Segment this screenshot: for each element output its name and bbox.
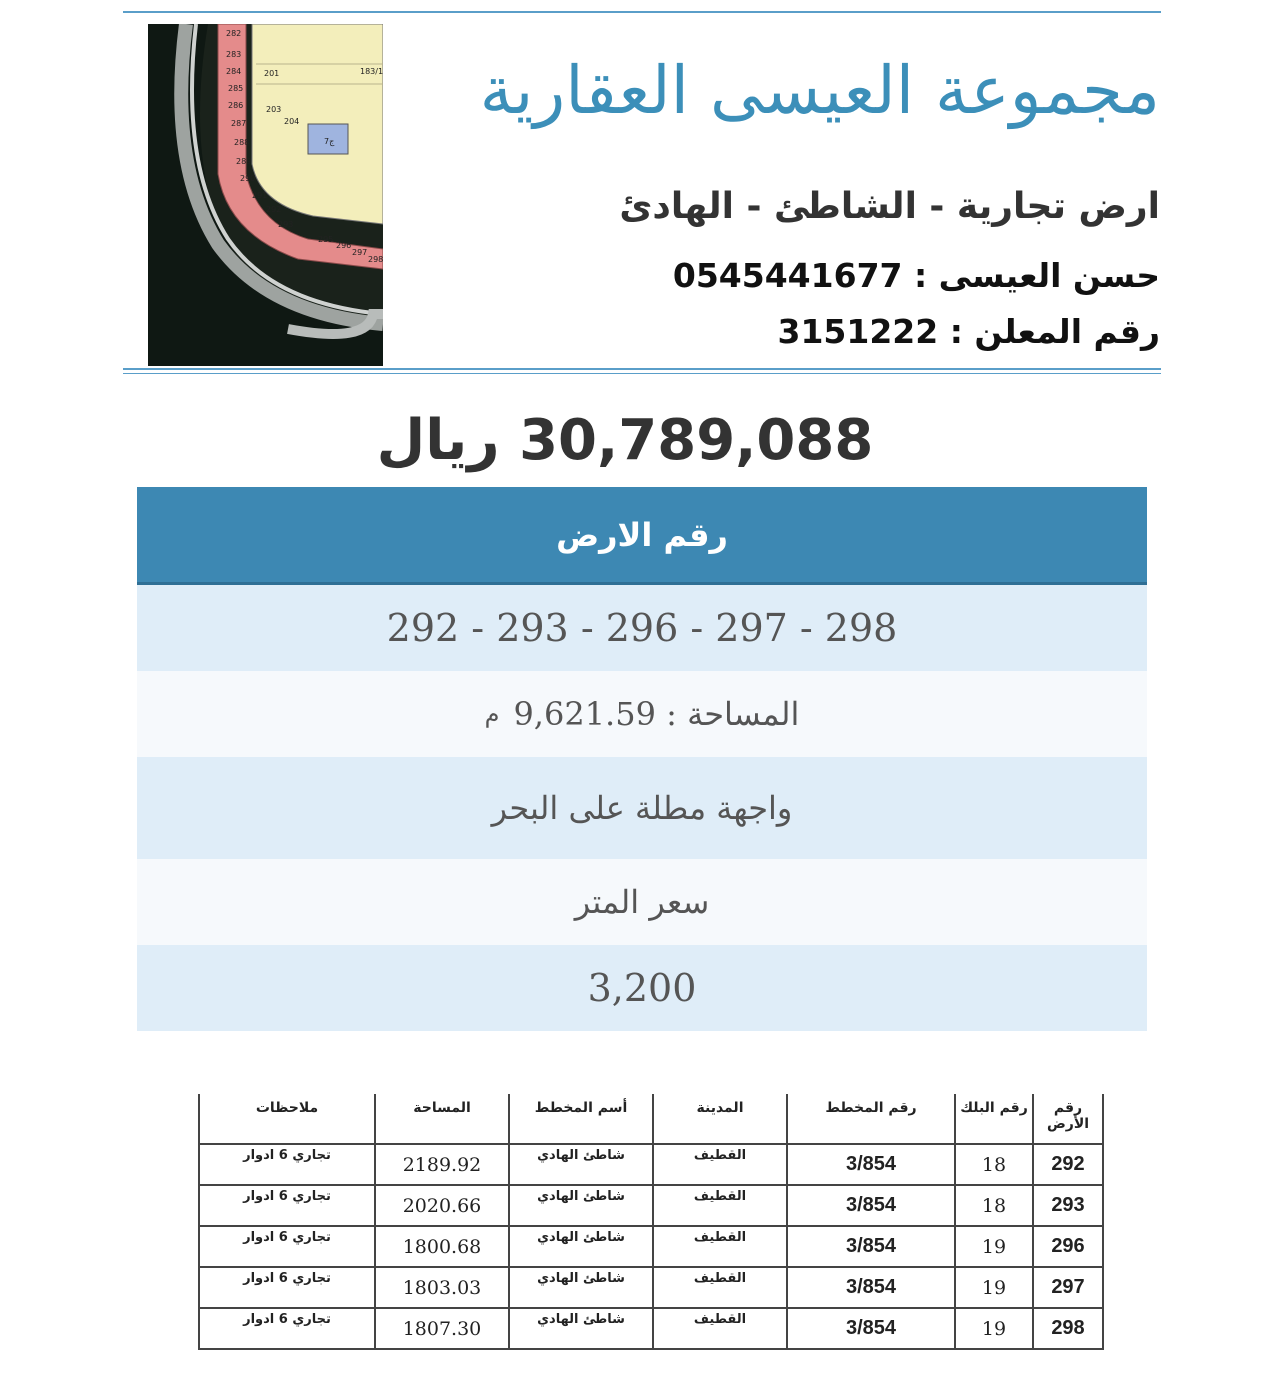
cell-lot: 298 [1033, 1308, 1103, 1349]
table-row [199, 1144, 1103, 1185]
frontage-note: واجهة مطلة على البحر [137, 757, 1147, 859]
svg-text:291: 291 [252, 191, 268, 200]
svg-text:204: 204 [284, 117, 300, 126]
svg-text:282: 282 [226, 29, 242, 38]
header-divider-thin [123, 373, 1161, 374]
cell-plan: 3/854 [787, 1144, 955, 1185]
cell-plan-name: شاطئ الهادي [509, 1185, 653, 1226]
top-divider [123, 11, 1161, 13]
header-divider [123, 368, 1161, 370]
svg-text:298: 298 [368, 255, 383, 264]
cell-plan: 3/854 [787, 1226, 955, 1267]
svg-text:287: 287 [231, 119, 247, 128]
cell-city: القطيف [653, 1308, 787, 1349]
col-lot: رقم الأرض [1033, 1094, 1103, 1144]
price-per-meter-value: 3,200 [137, 945, 1147, 1031]
cell-plan: 3/854 [787, 1185, 955, 1226]
cell-plan: 3/854 [787, 1308, 955, 1349]
svg-text:203: 203 [266, 105, 282, 114]
svg-text:7ج: 7ج [324, 137, 335, 146]
cell-lot: 293 [1033, 1185, 1103, 1226]
cell-city: القطيف [653, 1267, 787, 1308]
cell-city: القطيف [653, 1226, 787, 1267]
lots-table [198, 1094, 1104, 1350]
svg-text:283: 283 [226, 50, 242, 59]
cell-city: القطيف [653, 1144, 787, 1185]
area-row [137, 671, 1147, 757]
svg-text:292: 292 [266, 205, 282, 214]
listing-subtitle: ارض تجارية - الشاطئ - الهادئ [619, 186, 1160, 227]
svg-text:290: 290 [240, 174, 256, 183]
cell-block: 18 [955, 1185, 1033, 1226]
total-price: 30,789,088 ريال [376, 408, 874, 473]
cell-area: 2189.92 [375, 1144, 509, 1185]
cell-city: القطيف [653, 1185, 787, 1226]
info-table [137, 487, 1147, 1031]
lots-table-header [199, 1094, 1103, 1144]
col-notes: ملاحظات [199, 1094, 375, 1144]
cell-area: 1800.68 [375, 1226, 509, 1267]
cell-area: 1807.30 [375, 1308, 509, 1349]
area-unit: م [484, 700, 500, 728]
cell-notes: تجاري 6 ادوار [199, 1308, 375, 1349]
cell-block: 19 [955, 1226, 1033, 1267]
cell-area: 2020.66 [375, 1185, 509, 1226]
svg-text:286: 286 [228, 101, 244, 110]
svg-text:293: 293 [278, 220, 294, 229]
svg-text:201: 201 [264, 69, 280, 78]
lot-numbers: 298 - 297 - 296 - 293 - 292 [137, 585, 1147, 671]
contact-phone[interactable]: حسن العيسى : 0545441677 [672, 256, 1160, 295]
cell-block: 18 [955, 1144, 1033, 1185]
cell-plan-name: شاطئ الهادي [509, 1267, 653, 1308]
plot-map-svg [148, 24, 383, 366]
cell-plan-name: شاطئ الهادي [509, 1226, 653, 1267]
table-row [199, 1267, 1103, 1308]
cell-plan-name: شاطئ الهادي [509, 1308, 653, 1349]
col-plan-name: أسم المخطط [509, 1094, 653, 1144]
table-row [199, 1185, 1103, 1226]
area-value: المساحة : 9,621.59 [513, 695, 800, 733]
cell-area: 1803.03 [375, 1267, 509, 1308]
svg-text:288: 288 [234, 138, 250, 147]
cell-lot: 296 [1033, 1226, 1103, 1267]
svg-text:289: 289 [236, 157, 252, 166]
col-block: رقم البلك [955, 1094, 1033, 1144]
cell-lot: 297 [1033, 1267, 1103, 1308]
cell-notes: تجاري 6 ادوار [199, 1226, 375, 1267]
col-plan: رقم المخطط [787, 1094, 955, 1144]
svg-text:296: 296 [336, 241, 352, 250]
cell-lot: 292 [1033, 1144, 1103, 1185]
col-area: المساحة [375, 1094, 509, 1144]
svg-text:297: 297 [352, 248, 368, 257]
cell-notes: تجاري 6 ادوار [199, 1185, 375, 1226]
cell-notes: تجاري 6 ادوار [199, 1144, 375, 1185]
info-table-header: رقم الارض [137, 487, 1147, 585]
table-row [199, 1226, 1103, 1267]
advertiser-number: رقم المعلن : 3151222 [777, 312, 1160, 351]
cell-block: 19 [955, 1267, 1033, 1308]
svg-text:183/1: 183/1 [360, 67, 383, 76]
cell-plan-name: شاطئ الهادي [509, 1144, 653, 1185]
svg-text:295: 295 [318, 235, 334, 244]
cell-plan: 3/854 [787, 1267, 955, 1308]
svg-text:284: 284 [226, 67, 242, 76]
company-name: مجموعة العيسى العقارية [479, 52, 1160, 129]
plot-map-image [148, 24, 383, 366]
col-city: المدينة [653, 1094, 787, 1144]
price-per-meter-label: سعر المتر [137, 859, 1147, 945]
cell-block: 19 [955, 1308, 1033, 1349]
svg-text:285: 285 [228, 84, 244, 93]
table-row [199, 1308, 1103, 1349]
cell-notes: تجاري 6 ادوار [199, 1267, 375, 1308]
